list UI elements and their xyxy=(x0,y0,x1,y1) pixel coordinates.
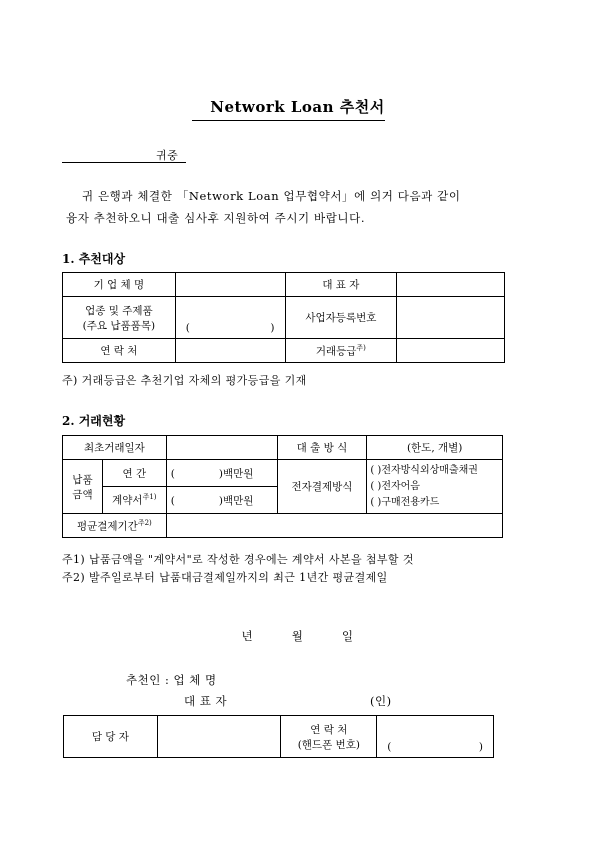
paren-open: ( xyxy=(185,322,190,334)
seal-mark: (인) xyxy=(370,694,392,708)
first-trade-value xyxy=(166,436,277,460)
recommender-ceo-label: 대 표 자 xyxy=(184,694,228,708)
recipient-underline xyxy=(150,162,186,163)
ceo-label: 대 표 자 xyxy=(285,273,397,297)
paren-close: ) xyxy=(270,322,275,334)
trade-status-table xyxy=(62,435,503,538)
company-name-label: 기 업 체 명 xyxy=(63,273,176,297)
unit-close: )백만원 xyxy=(218,467,254,480)
contract-label: 계약서$^{주1)}$ xyxy=(102,487,166,514)
contract-footnote-mark: 주1) xyxy=(142,493,157,502)
day-label: 일 xyxy=(341,629,354,643)
delivery-label-line-2: 금액 xyxy=(72,488,93,501)
contact-label-line-2: (핸드폰 번호) xyxy=(297,738,360,751)
settlement-options xyxy=(367,460,503,514)
industry-value xyxy=(175,297,285,339)
recipient-blank xyxy=(62,162,150,163)
contact-label: 연 락 처 xyxy=(63,339,176,363)
option-electronic-receivables: ( )전자방식외상매출채권 xyxy=(370,464,478,476)
paren-open: ( xyxy=(387,741,392,753)
avg-period-label: 평균결제기간$^{주2)}$ xyxy=(63,514,167,538)
grade-label: 거래등급$^{주)}$ xyxy=(285,339,397,363)
page-title: Network Loan 추천서 xyxy=(210,98,385,116)
contact-value xyxy=(175,339,285,363)
industry-label-line-1: 업종 및 주제품 xyxy=(85,304,153,317)
intro-line-1: 귀 은행과 체결한 「Network Loan 업무협약서」에 의거 다음과 같이 xyxy=(82,189,461,203)
grade-value xyxy=(397,339,505,363)
biz-reg-label: 사업자등록번호 xyxy=(285,297,397,339)
recipient-suffix: 귀중 xyxy=(156,149,179,162)
section-2-note-2: 주2) 발주일로부터 납품대금결제일까지의 최근 1년간 평균결제일 xyxy=(62,571,388,584)
first-trade-label: 최초거래일자 xyxy=(63,436,167,460)
company-name-value xyxy=(175,273,285,297)
unit-open: ( xyxy=(170,494,175,507)
section-1-heading: 1. 추천대상 xyxy=(62,252,126,266)
avg-period-footnote-mark: 주2) xyxy=(137,518,152,527)
intro-line-2: 융자 추천하오니 대출 심사후 지원하여 주시기 바랍니다. xyxy=(66,211,366,225)
biz-reg-value xyxy=(397,297,505,339)
intro-paragraph xyxy=(66,185,506,229)
paren-close: ) xyxy=(478,741,483,753)
unit-close: )백만원 xyxy=(218,494,254,507)
manager-contact-value xyxy=(377,716,494,758)
recommendation-target-table xyxy=(62,272,505,363)
option-purchase-card: ( )구매전용카드 xyxy=(370,496,440,508)
contract-amount xyxy=(166,487,277,514)
industry-label-line-2: (주요 납품품목) xyxy=(82,319,156,332)
unit-open: ( xyxy=(170,467,175,480)
delivery-label-line-1: 납품 xyxy=(72,473,93,486)
manager-value xyxy=(157,716,281,758)
title-underline xyxy=(192,120,385,121)
month-label: 월 xyxy=(291,629,304,643)
date-line xyxy=(0,628,595,644)
ceo-value xyxy=(397,273,505,297)
e-settlement-label: 전자결제방식 xyxy=(277,460,367,514)
section-1-note: 주) 거래등급은 추천기업 자체의 평가등급을 기재 xyxy=(62,374,307,387)
year-label: 년 xyxy=(241,629,254,643)
manager-contact-label xyxy=(281,716,377,758)
avg-period-value xyxy=(166,514,502,538)
manager-contact-table xyxy=(63,715,494,758)
recommender-company-label: 추천인 : 업 체 명 xyxy=(126,673,217,687)
option-electronic-bill: ( )전자어음 xyxy=(370,480,420,492)
manager-label: 담 당 자 xyxy=(64,716,158,758)
section-2-heading: 2. 거래현황 xyxy=(62,414,126,428)
contact-label-line-1: 연 락 처 xyxy=(310,723,348,736)
industry-label xyxy=(63,297,176,339)
delivery-amount-label xyxy=(63,460,103,514)
section-2-note-1: 주1) 납품금액을 "계약서"로 작성한 경우에는 계약서 사본을 첨부할 것 xyxy=(62,553,414,566)
grade-footnote-mark: 주) xyxy=(356,343,366,352)
annual-amount xyxy=(166,460,277,487)
annual-label: 연 간 xyxy=(102,460,166,487)
limit-label: (한도, 개별) xyxy=(367,436,503,460)
loan-method-label: 대 출 방 식 xyxy=(277,436,367,460)
